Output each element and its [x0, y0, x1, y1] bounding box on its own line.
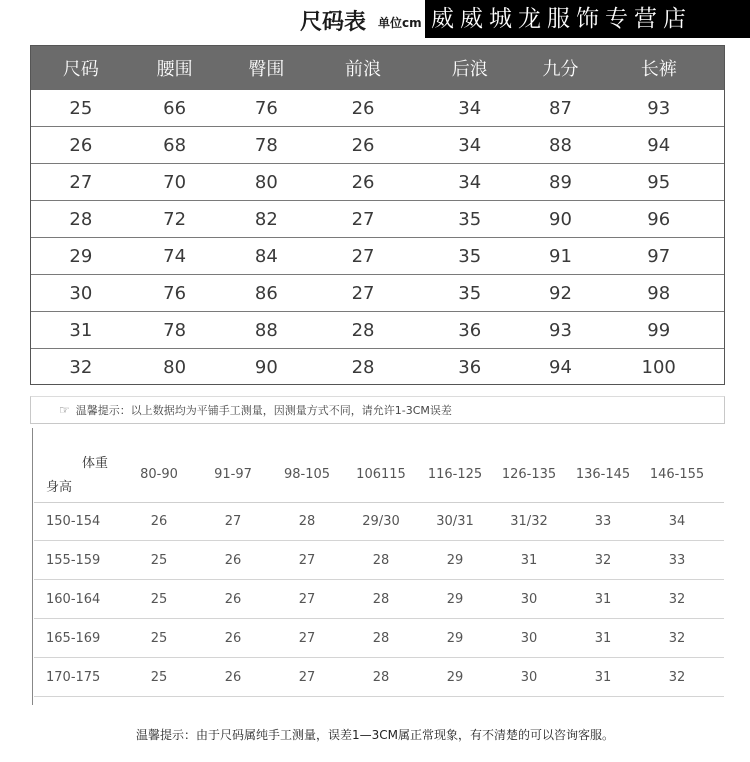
- header-cell-hip: 臀围: [248, 59, 285, 80]
- table-cell: 70: [163, 171, 187, 193]
- table-cell: 34: [458, 134, 482, 156]
- size-cell: 29: [446, 591, 464, 607]
- table-cell: 35: [458, 208, 482, 230]
- table-cell: 98: [647, 282, 671, 304]
- table-cell: 94: [647, 134, 671, 156]
- table-cell: 76: [254, 97, 278, 119]
- hand-pointing-icon: ☞: [59, 403, 70, 417]
- table-cell: 26: [351, 171, 375, 193]
- table-row: [34, 541, 724, 580]
- table-cell: 35: [458, 282, 482, 304]
- table-cell: 92: [549, 282, 572, 304]
- table-row: [31, 164, 724, 201]
- size-cell: 25: [150, 669, 168, 685]
- size-cell: 34: [668, 513, 686, 529]
- table-cell: 36: [458, 319, 482, 341]
- table-cell: 26: [351, 134, 375, 156]
- table-row: [31, 238, 724, 275]
- weight-column-header: 116-125: [427, 466, 483, 482]
- table-row: [31, 349, 724, 386]
- table-row: [34, 658, 724, 697]
- table-cell: 34: [458, 97, 482, 119]
- table-cell: 100: [641, 357, 676, 378]
- table-cell: 91: [549, 245, 572, 267]
- size-cell: 31: [594, 630, 612, 646]
- height-range-cell: 160-164: [46, 591, 101, 607]
- header-cell-waist: 腰围: [156, 59, 193, 80]
- table-cell: 88: [254, 319, 278, 341]
- table-cell: 80: [254, 171, 278, 193]
- table-cell: 66: [163, 97, 187, 119]
- unit-label: 单位cm: [378, 16, 422, 30]
- size-cell: 31: [520, 552, 538, 568]
- table-cell: 74: [163, 245, 187, 267]
- size-cell: 26: [224, 669, 242, 685]
- size-cell: 29/30: [362, 513, 400, 529]
- size-cell: 27: [298, 591, 316, 607]
- table-cell: 78: [254, 134, 278, 156]
- header-cell-size: 尺码: [62, 59, 99, 80]
- size-cell: 33: [594, 513, 612, 529]
- size-cell: 28: [372, 669, 390, 685]
- height-label: 身高: [46, 480, 73, 495]
- size-cell: 30/31: [436, 513, 474, 529]
- size-cell: 28: [372, 630, 390, 646]
- table-row: [31, 275, 724, 312]
- table-cell: 25: [69, 97, 93, 119]
- table-row: [34, 580, 724, 619]
- size-cell: 32: [594, 552, 612, 568]
- table-cell: 27: [351, 282, 375, 304]
- size-cell: 26: [224, 591, 242, 607]
- weight-column-header: 126-135: [501, 466, 557, 482]
- table-row: [31, 127, 724, 164]
- header-cell-ninth-length: 九分: [542, 59, 579, 80]
- size-table-header: [31, 46, 724, 90]
- weight-column-header: 136-145: [575, 466, 631, 482]
- table-cell: 29: [69, 245, 93, 267]
- size-cell: 30: [520, 669, 538, 685]
- table-cell: 88: [549, 134, 572, 156]
- measurement-tip-text: 温馨提示：以上数据均为平铺手工测量，因测量方式不同，请允许1-3CM误差: [75, 404, 452, 417]
- height-range-cell: 165-169: [46, 630, 101, 646]
- header-cell-full-length: 长裤: [640, 59, 677, 80]
- weight-column-header: 91-97: [214, 466, 252, 482]
- size-cell: 31: [594, 591, 612, 607]
- weight-label: 体重: [82, 456, 109, 471]
- table-cell: 90: [254, 357, 278, 378]
- weight-height-table: [30, 428, 730, 708]
- size-cell: 25: [150, 591, 168, 607]
- table-cell: 34: [458, 171, 482, 193]
- table-cell: 87: [549, 97, 572, 119]
- weight-height-header: [34, 446, 724, 503]
- size-cell: 27: [298, 552, 316, 568]
- table-cell: 32: [69, 357, 93, 378]
- size-cell: 31/32: [510, 513, 548, 529]
- table-cell: 84: [254, 245, 278, 267]
- size-cell: 33: [668, 552, 686, 568]
- size-cell: 26: [224, 630, 242, 646]
- size-cell: 27: [224, 513, 242, 529]
- size-cell: 25: [150, 630, 168, 646]
- size-cell: 32: [668, 630, 686, 646]
- table-cell: 95: [647, 171, 671, 193]
- table-cell: 28: [69, 208, 93, 230]
- size-cell: 32: [668, 669, 686, 685]
- measurement-tip: [30, 396, 725, 424]
- table-cell: 89: [549, 171, 572, 193]
- table-cell: 26: [351, 97, 375, 119]
- size-cell: 28: [372, 591, 390, 607]
- size-cell: 28: [372, 552, 390, 568]
- header-corner-cell: [34, 446, 122, 502]
- size-cell: 29: [446, 669, 464, 685]
- table-cell: 93: [549, 319, 572, 341]
- table-cell: 82: [254, 208, 278, 230]
- table-cell: 97: [647, 245, 671, 267]
- table-cell: 30: [69, 282, 93, 304]
- table-cell: 93: [647, 97, 671, 119]
- size-cell: 28: [298, 513, 316, 529]
- weight-column-header: 80-90: [140, 466, 178, 482]
- size-cell: 30: [520, 630, 538, 646]
- table-row: [34, 502, 724, 541]
- customer-service-tip: 温馨提示：由于尺码属纯手工测量，误差1—3CM属正常现象，有不清楚的可以咨询客服。: [135, 728, 614, 742]
- size-cell: 29: [446, 630, 464, 646]
- size-cell: 32: [668, 591, 686, 607]
- table-cell: 35: [458, 245, 482, 267]
- table-cell: 99: [647, 319, 671, 341]
- table-cell: 72: [163, 208, 187, 230]
- size-cell: 26: [224, 552, 242, 568]
- weight-column-header: 106115: [356, 466, 406, 482]
- size-table-body: [31, 90, 724, 386]
- table-cell: 78: [163, 319, 187, 341]
- weight-column-header: 146-155: [649, 466, 705, 482]
- table-cell: 28: [351, 357, 375, 378]
- table-row: [31, 90, 724, 127]
- table-cell: 68: [163, 134, 187, 156]
- table-left-border: [32, 428, 33, 705]
- table-cell: 86: [254, 282, 278, 304]
- height-range-cell: 150-154: [46, 513, 101, 529]
- size-cell: 27: [298, 630, 316, 646]
- size-cell: 27: [298, 669, 316, 685]
- table-cell: 36: [458, 357, 482, 378]
- header-cell-back-rise: 后浪: [451, 59, 488, 80]
- size-cell: 29: [446, 552, 464, 568]
- size-table: [30, 45, 725, 385]
- table-cell: 96: [647, 208, 671, 230]
- table-cell: 27: [69, 171, 93, 193]
- table-cell: 76: [163, 282, 187, 304]
- size-cell: 31: [594, 669, 612, 685]
- table-cell: 27: [351, 208, 375, 230]
- weight-column-header: 98-105: [283, 466, 331, 482]
- table-cell: 27: [351, 245, 375, 267]
- header-cell-front-rise: 前浪: [345, 59, 382, 80]
- page-title: 尺码表: [300, 10, 367, 35]
- height-range-cell: 155-159: [46, 552, 101, 568]
- table-cell: 31: [69, 319, 93, 341]
- height-range-cell: 170-175: [46, 669, 101, 685]
- table-row: [31, 201, 724, 238]
- table-cell: 26: [69, 134, 93, 156]
- size-cell: 30: [520, 591, 538, 607]
- table-row: [34, 619, 724, 658]
- table-cell: 28: [351, 319, 375, 341]
- table-cell: 94: [549, 357, 572, 378]
- table-cell: 80: [163, 357, 187, 378]
- table-row: [31, 312, 724, 349]
- store-name-banner: 威威城龙服饰专营店: [425, 0, 750, 38]
- size-cell: 25: [150, 552, 168, 568]
- size-cell: 26: [150, 513, 168, 529]
- table-cell: 90: [549, 208, 572, 230]
